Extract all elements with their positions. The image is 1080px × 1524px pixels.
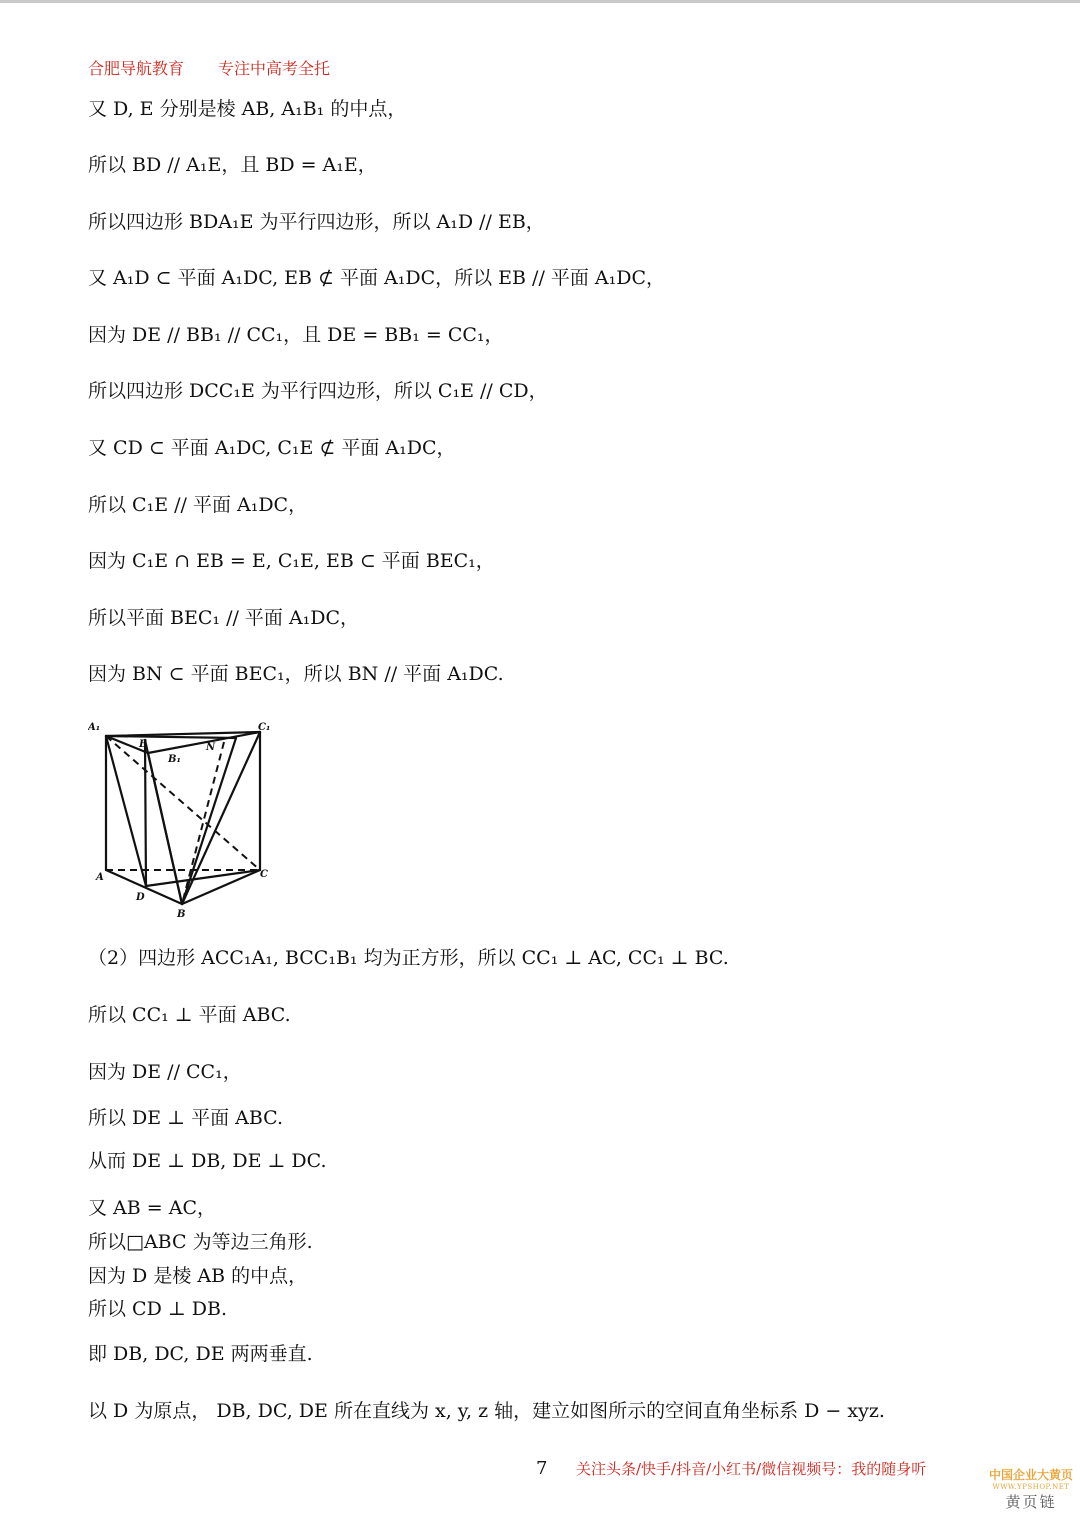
prism-figure <box>88 718 278 920</box>
text-line: 又 D, E 分别是棱 AB, A₁B₁ 的中点， <box>88 98 407 120</box>
label-a1: A₁ <box>88 722 101 733</box>
top-border <box>0 0 1080 3</box>
watermark-logo <box>988 1466 1074 1512</box>
text-line: 所以 DE ⊥ 平面 ABC. <box>88 1107 284 1129</box>
watermark-brand: 黄页链 <box>1005 1493 1057 1511</box>
text-line: 所以 CD ⊥ DB. <box>88 1298 227 1320</box>
text-line: 以 D 为原点， DB, DC, DE 所在直线为 x, y, z 轴，建立如图所示的空间直角坐标系 D − xyz. <box>88 1400 885 1422</box>
text-line: 所以平面 BEC₁ // 平面 A₁DC， <box>88 607 360 629</box>
label-b1: B₁ <box>168 754 181 765</box>
label-e: E <box>139 739 147 750</box>
text-line: 因为 DE // BB₁ // CC₁，且 DE = BB₁ = CC₁， <box>88 324 504 346</box>
label-d: D <box>136 892 145 903</box>
text-line: 所以四边形 DCC₁E 为平行四边形，所以 C₁E // CD， <box>88 380 548 402</box>
text-line: 因为 DE // CC₁， <box>88 1061 242 1083</box>
text-line: 因为 BN ⊂ 平面 BEC₁，所以 BN // 平面 A₁DC. <box>88 663 504 685</box>
label-c: C <box>260 869 268 880</box>
page-number: 7 <box>536 1458 548 1479</box>
header-org: 合肥导航教育 <box>88 59 185 78</box>
text-line: 因为 C₁E ∩ EB = E, C₁E, EB ⊂ 平面 BEC₁， <box>88 550 495 572</box>
watermark-url: WWW.YPSHOP.NET <box>992 1483 1070 1491</box>
text-line: 所以 C₁E // 平面 A₁DC， <box>88 494 308 516</box>
label-a: A <box>96 872 104 883</box>
watermark-cn: 中国企业大黄页 <box>988 1468 1073 1482</box>
text-line: 所以 BD // A₁E，且 BD = A₁E， <box>88 154 377 176</box>
text-line: 又 A₁D ⊂ 平面 A₁DC, EB ⊄ 平面 A₁DC，所以 EB // 平面 A₁DC， <box>88 267 666 289</box>
label-n: N <box>206 742 216 753</box>
text-line: 所以 CC₁ ⊥ 平面 ABC. <box>88 1004 291 1026</box>
text-line: 所以四边形 BDA₁E 为平行四边形，所以 A₁D // EB， <box>88 211 545 233</box>
page-header <box>88 56 330 79</box>
text-line: 又 AB = AC， <box>88 1197 216 1219</box>
footer-note: 关注头条/快手/抖音/小红书/微信视频号：我的随身听 <box>576 1460 927 1478</box>
text-line: 从而 DE ⊥ DB, DE ⊥ DC. <box>88 1150 327 1172</box>
text-line: （2）四边形 ACC₁A₁, BCC₁B₁ 均为正方形，所以 CC₁ ⊥ AC, CC₁ ⊥ BC. <box>88 947 729 969</box>
text-line: 又 CD ⊂ 平面 A₁DC, C₁E ⊄ 平面 A₁DC， <box>88 437 456 459</box>
text-line: 因为 D 是棱 AB 的中点， <box>88 1265 308 1287</box>
text-line: 即 DB, DC, DE 两两垂直. <box>88 1343 313 1365</box>
label-c1: C₁ <box>258 722 271 733</box>
label-b: B <box>177 909 186 920</box>
header-slogan: 专注中高考全托 <box>218 59 331 78</box>
text-line: 所以□ABC 为等边三角形. <box>88 1231 313 1253</box>
